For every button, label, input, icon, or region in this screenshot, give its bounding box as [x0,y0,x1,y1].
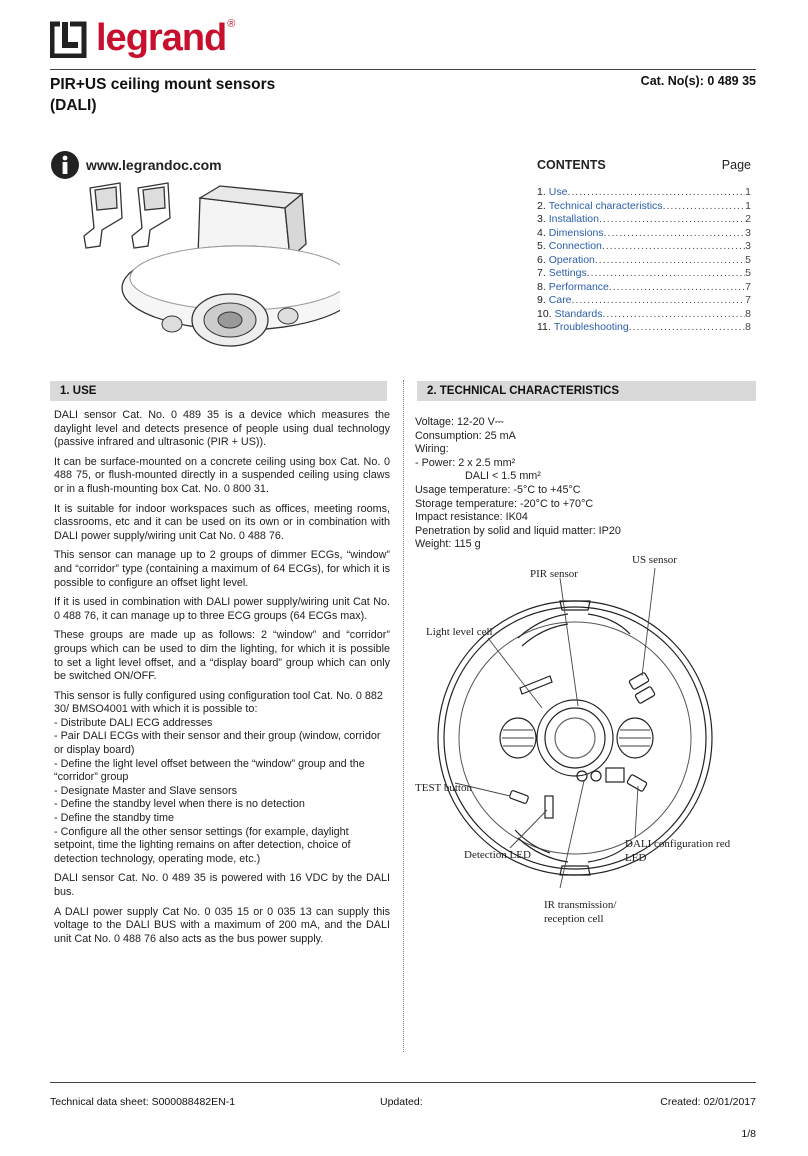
toc-item-page: 3 [745,240,751,252]
toc-item-label[interactable]: Dimensions [548,226,604,239]
toc-leader-dots [602,240,745,254]
claw-icon [84,183,170,248]
section-heading-use: 1. USE [50,381,387,401]
toc-item-number: 10. [537,307,552,320]
legrand-logo [50,16,235,60]
toc-item[interactable] [537,227,751,241]
sensor-diagram [410,548,755,928]
toc-leader-dots [609,281,745,295]
toc-item-page: 7 [745,280,751,293]
toc-item[interactable] [537,240,751,254]
doc-link-text[interactable]: www.legrandoc.com [86,157,222,173]
toc-item-number: 5. [537,240,546,252]
toc-item-number: 9. [537,294,546,306]
brand-registered: ® [227,18,236,30]
toc-item-page: 2 [745,213,751,225]
toc-item-label[interactable]: Use [548,186,568,198]
label-ir-cell: IR transmission/ reception cell [544,899,617,925]
spec-impact: Impact resistance: IK04 [415,511,528,524]
toc-item-number: 4. [537,226,546,239]
spec-wiring: Wiring: [415,443,449,456]
toc-leader-dots [599,213,745,227]
toc-leader-dots [595,254,745,268]
toc-item[interactable] [537,308,751,322]
label-dali-config-led: DALI configuration red LED [625,838,731,864]
page-title: PIR+US ceiling mount sensors (DALI) [50,76,276,114]
toc-leader-dots [604,227,746,241]
toc-leader-dots [629,321,745,335]
toc-item-number: 1. [537,186,546,198]
legrand-mark-icon [50,18,90,58]
spec-weight: Weight: 115 g [415,538,481,551]
list-item: - Define the standby time [54,812,175,825]
use-paragraph: This sensor can manage up to 2 groups of dimmer ECGs, “window” and “corridor” type (containing a maximum of 64 ECGs), for which it is possible to configure an offset light level. [54,549,390,589]
toc-item-page: 3 [745,226,751,239]
toc-item-number: 6. [537,253,546,266]
toc-item-label[interactable]: Installation [548,213,599,225]
header-rule [50,69,756,70]
toc-item-number: 2. [537,199,546,212]
doc-link[interactable] [50,150,222,180]
toc-item-page: 5 [745,253,751,266]
use-paragraph: DALI sensor Cat. No. 0 489 35 is a device which measures the daylight level and detects presence of people using dual technology (passive infrared and ultrasonic (PIR + US)). [54,409,390,449]
spec-dali: DALI < 1.5 mm² [465,470,541,483]
toc-item-page: 1 [745,186,751,198]
list-item: - Define the light level offset between the “window” group and the “corridor” group [54,757,365,784]
spec-penetration: Penetration by solid and liquid matter: IP20 [415,524,621,537]
toc-item[interactable] [537,321,751,335]
info-icon [50,150,80,180]
toc-item-label[interactable]: Connection [548,240,602,252]
spec-consumption: Consumption: 25 mA [415,429,516,442]
list-item: - Define the standby level when there is no detection [54,798,305,811]
footer-updated: Updated: [380,1096,423,1108]
column-divider [403,380,404,1052]
toc-item-number: 11. [537,321,551,333]
label-light-level-cell: Light level cell [426,626,493,638]
toc-leader-dots [663,200,746,214]
spec-usage-temp: Usage temperature: -5°C to +45°C [415,483,581,496]
tech-section [415,416,755,552]
spec-storage-temp: Storage temperature: -20°C to +70°C [415,497,594,510]
toc-item-label[interactable]: Settings [548,267,587,279]
list-item: - Distribute DALI ECG addresses [54,716,213,729]
use-paragraph: These groups are made up as follows: 2 “window” and “corridor” groups which can be used to dim the lighting, for which it is possible to set a light level offset, and a “display board” group which can only be switched ON/OFF. [54,629,390,683]
toc-item-label[interactable]: Performance [548,280,609,293]
page-number: 1/8 [741,1128,756,1140]
use-paragraph: If it is used in combination with DALI power supply/wiring unit Cat No. 0 488 76, it can manage up to three ECG groups (64 ECGs max). [54,596,390,622]
use-section [54,409,390,952]
toc-item-label[interactable]: Troubleshooting [553,321,629,333]
contents-page-label: Page [721,158,751,172]
use-paragraph: A DALI power supply Cat No. 0 035 15 or 0 035 13 can supply this voltage to the DALI BUS with a maximum of 200 mA, and the DALI unit Cat No. 0 488 76 also acts as the bus power supply. [54,905,390,945]
label-pir-sensor: PIR sensor [530,568,578,580]
use-paragraph: It is suitable for indoor workspaces such as offices, meeting rooms, classrooms, etc and it can be used on its own or in combination with DALI power supply/wiring unit Cat No. 0 488 76. [54,502,390,542]
spec-power: - Power: 2 x 2.5 mm² [415,456,516,469]
footer-created: Created: 02/01/2017 [660,1096,756,1108]
use-paragraph: This sensor is fully configured using configuration tool Cat. No. 0 882 30/ BMSO4001 with which it is possible to: [54,689,383,716]
toc-item-page: 5 [745,267,751,279]
spec-voltage: Voltage: 12-20 V⎓ [415,416,504,428]
use-config-block [54,690,390,867]
toc-item-page: 8 [745,307,751,320]
toc-item-page: 8 [745,321,751,333]
toc-leader-dots [602,308,745,322]
section-heading-tech: 2. TECHNICAL CHARACTERISTICS [417,381,756,401]
toc-item-label[interactable]: Operation [548,253,595,266]
toc-item[interactable] [537,294,751,308]
toc-item[interactable] [537,213,751,227]
toc-item-number: 8. [537,280,546,293]
toc-leader-dots [567,186,745,200]
sensor-diagram-drawing [410,548,755,928]
toc-item[interactable] [537,267,751,281]
toc-item[interactable] [537,254,751,268]
catalog-number: Cat. No(s): 0 489 35 [640,74,756,88]
toc-item-page: 1 [745,199,751,212]
list-item: - Pair DALI ECGs with their sensor and their group (window, corridor or display board) [54,730,381,757]
toc-item-page: 7 [745,294,751,306]
footer-rule [50,1082,756,1083]
toc-item-label[interactable]: Technical characteristics [548,199,663,212]
contents-title: CONTENTS [537,158,606,172]
brand-name: legrand [96,17,227,59]
label-test-button: TEST button [415,782,472,794]
toc-item-label[interactable]: Care [548,294,572,306]
toc-item-label[interactable]: Standards [554,307,603,320]
label-us-sensor: US sensor [632,554,677,566]
label-detection-led: Detection LED [464,849,531,861]
toc-item[interactable] [537,200,751,214]
footer-sheet: Technical data sheet: S000088482EN-1 [50,1096,236,1108]
product-illustration [80,178,340,358]
toc-item[interactable] [537,186,751,200]
toc-item-number: 3. [537,213,546,225]
list-item: - Designate Master and Slave sensors [54,784,238,797]
toc-item-number: 7. [537,267,546,279]
toc-leader-dots [587,267,745,281]
use-paragraph: DALI sensor Cat. No. 0 489 35 is powered with 16 VDC by the DALI bus. [54,872,390,898]
toc-item[interactable] [537,281,751,295]
use-paragraph: It can be surface-mounted on a concrete ceiling using box Cat. No. 0 488 75, or flush-mounted directly in a suspended ceiling using claws or in a flush-mounting box Cat. No. 0 800 31. [54,455,390,495]
toc-leader-dots [572,294,746,308]
list-item: - Configure all the other sensor settings (for example, daylight setpoint, time the lighting remains on after detection, choice of detection technology, operating mode, etc.) [54,825,351,865]
table-of-contents [537,158,751,335]
